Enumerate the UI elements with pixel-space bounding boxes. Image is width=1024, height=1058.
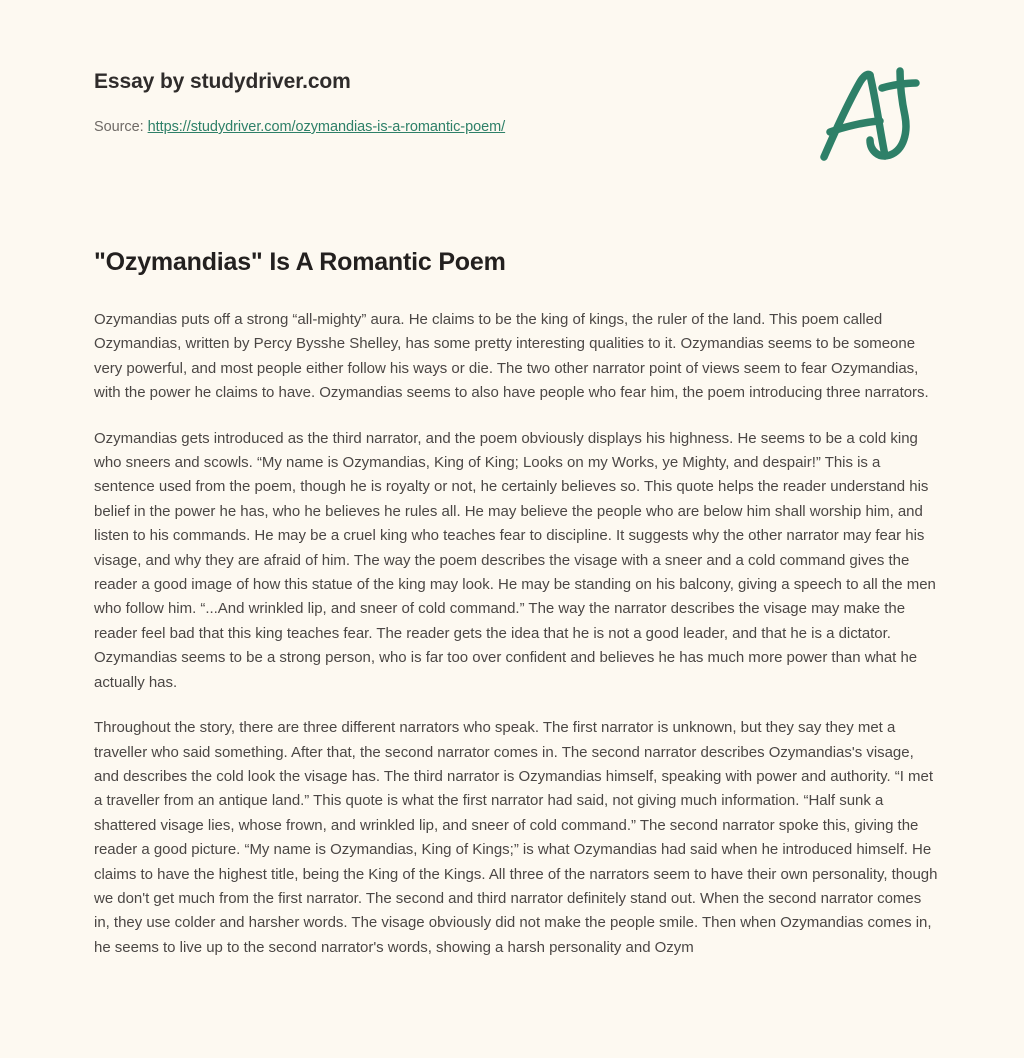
a-plus-logo-icon: [812, 58, 928, 168]
source-line: [94, 119, 505, 135]
article-paragraph: Ozymandias gets introduced as the third narrator, and the poem obviously displays his highness. He seems to be a cold king who sneers and scowls. “My name is Ozymandias, King of King; Looks on my Works, ye Mighty, and despair!” This is a sentence used from the poem, though he is royalty or not, he certainly believes so. This quote helps the reader understand his belief in the power he has, who he believes he rules all. He may believe the people who are below him shall worship him, and listen to his commands. He may be a cruel king who teaches fear to discipline. It suggests why the other narrator may fear his visage, and why they are afraid of him. The way the poem describes the visage with a sneer and a cold command gives the reader a good image of how this statue of the king may look. He may be standing on his balcony, giving a speech to all the men who follow him. “...And wrinkled lip, and sneer of cold command.” The way the narrator describes the visage may make the reader feel bad that this king teaches fear. The reader gets the idea that he is not a good leader, and that he is a dictator. Ozymandias seems to be a strong person, who is far too over confident and believes he has much more power than what he actually has.: [94, 429, 936, 691]
article-paragraph: Throughout the story, there are three different narrators who speak. The first narrator is unknown, but they say they met a traveller who said something. After that, the second narrator comes in. The second narrator describes Ozymandias's visage, and describes the cold look the visage has. The third narrator is Ozymandias himself, speaking with power and authority. “I met a traveller from an antique land.” This quote is what the first narrator had said, not giving much information. “Half sunk a shattered visage lies, whose frown, and wrinkled lip, and sneer of cold command.” The second narrator spoke this, giving the reader a good picture. “My name is Ozymandias, King of Kings;” is what Ozymandias had said when he introduced himself. He claims to have the highest title, being the King of the Kings. All three of the narrators seem to have their own personality, though we don't get much from the first narrator. The second and third narrator definitely stand out. When the second narrator comes in, they use colder and harsher words. The visage obviously did not make the people smile. Then when Ozymandias comes in, he seems to live up to the second narrator's words, showing a harsh personality and Ozym: [94, 719, 938, 956]
source-label: Source:: [94, 119, 148, 135]
site-heading: Essay by studydriver.com: [94, 70, 351, 93]
article-paragraph: Ozymandias puts off a strong “all-mighty” aura. He claims to be the king of kings, the ruler of the land. This poem called Ozymandias, written by Percy Bysshe Shelley, has some pretty interesting qualities to it. Ozymandias seems to be someone very powerful, and most people either follow his ways or die. The two other narrator point of views seem to fear Ozymandias, with the power he claims to have. Ozymandias seems to also have people who fear him, the poem introducing three narrators.: [94, 311, 929, 402]
article: [94, 246, 938, 960]
page-header: [0, 0, 1024, 200]
article-body: [94, 308, 938, 960]
page-title: "Ozymandias" Is A Romantic Poem: [94, 248, 506, 276]
source-url-link[interactable]: https://studydriver.com/ozymandias-is-a-romantic-poem/: [147, 119, 506, 135]
